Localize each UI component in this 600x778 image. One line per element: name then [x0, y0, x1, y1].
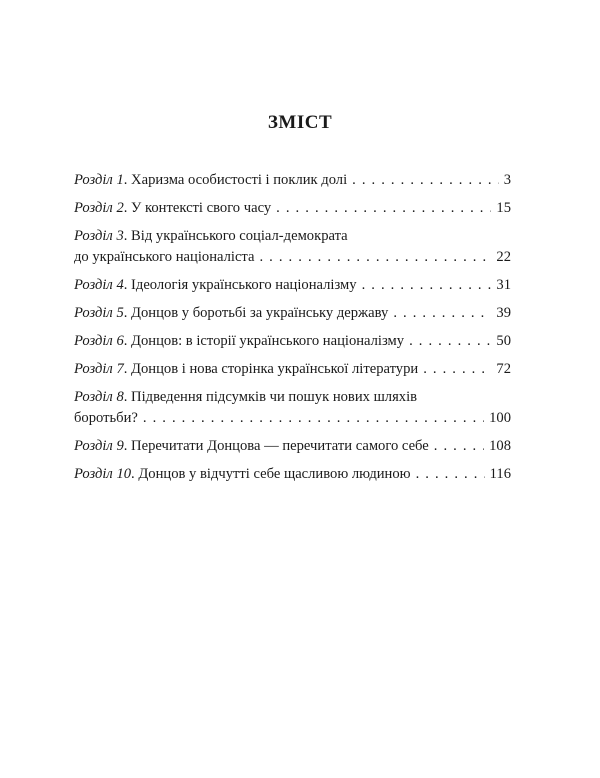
chapter-title: У контексті свого часу [131, 200, 272, 216]
page-number: 22 [496, 249, 511, 265]
label-period: . [123, 389, 132, 405]
chapter-label: Розділ 4 [74, 277, 124, 293]
label-period: . [123, 305, 132, 321]
chapter-title: Ідеологія українського націоналізму [131, 277, 357, 293]
toc-line [74, 436, 511, 457]
label-period: . [131, 466, 139, 482]
toc-line [74, 247, 511, 268]
chapter-label: Розділ 5 [74, 305, 124, 321]
toc-line [74, 464, 511, 485]
toc-entry-3[interactable] [74, 226, 511, 268]
toc-line [74, 226, 511, 247]
chapter-label: Розділ 7 [74, 361, 124, 377]
label-period: . [123, 172, 132, 188]
chapter-label: Розділ 6 [74, 333, 124, 349]
toc-entry-7[interactable] [74, 359, 511, 380]
chapter-title: Донцов у боротьбі за українську державу [131, 305, 389, 321]
page-number: 50 [496, 333, 511, 349]
label-period: . [123, 333, 132, 349]
toc-entry-8[interactable] [74, 387, 511, 429]
dot-leader [434, 436, 484, 457]
toc-line [74, 408, 511, 429]
dot-leader [143, 408, 484, 429]
label-period: . [123, 277, 132, 293]
chapter-label: Розділ 8 [74, 389, 124, 405]
chapter-title-continuation: боротьби? [74, 410, 138, 426]
chapter-title: Підведення підсумків чи пошук нових шляхів [131, 389, 418, 405]
toc-line [74, 275, 511, 296]
label-period: . [123, 200, 132, 216]
dot-leader [352, 170, 499, 191]
toc-entry-6[interactable] [74, 331, 511, 352]
dot-leader [362, 275, 492, 296]
dot-leader [259, 247, 491, 268]
chapter-label: Розділ 3 [74, 228, 124, 244]
page-number: 15 [496, 200, 511, 216]
chapter-title: Донцов у відчутті себе щасливою людиною [138, 466, 411, 482]
label-period: . [123, 228, 132, 244]
page-title: ЗМІСТ [267, 112, 333, 133]
chapter-title: Донцов: в історії українського націоналізму [131, 333, 405, 349]
page-number: 39 [496, 305, 511, 321]
dot-leader [276, 198, 491, 219]
page-number: 116 [489, 466, 511, 482]
toc-line [74, 331, 511, 352]
chapter-label: Розділ 9 [74, 438, 124, 454]
toc-entry-1[interactable] [74, 170, 511, 191]
chapter-title: Перечитати Донцова — перечитати самого себе [131, 438, 429, 454]
label-period: . [123, 361, 132, 377]
chapter-label: Розділ 2 [74, 200, 124, 216]
toc-line [74, 198, 511, 219]
dot-leader [416, 464, 485, 485]
toc-entry-4[interactable] [74, 275, 511, 296]
chapter-label: Розділ 1 [74, 172, 124, 188]
toc-line [74, 387, 511, 408]
page-number: 72 [496, 361, 511, 377]
toc-line [74, 359, 511, 380]
dot-leader [393, 303, 491, 324]
page-number: 100 [489, 410, 511, 426]
chapter-label: Розділ 10 [74, 466, 132, 482]
table-of-contents [74, 170, 511, 485]
dot-leader [409, 331, 491, 352]
toc-entry-9[interactable] [74, 436, 511, 457]
chapter-title: Харизма особистості і поклик долі [131, 172, 348, 188]
toc-line [74, 170, 511, 191]
label-period: . [123, 438, 132, 454]
toc-entry-10[interactable] [74, 464, 511, 485]
page-number: 31 [496, 277, 511, 293]
page-number: 3 [503, 172, 511, 188]
dot-leader [423, 359, 491, 380]
chapter-title: Донцов і нова сторінка української літератури [131, 361, 419, 377]
chapter-title: Від українського соціал-демократа [131, 228, 348, 244]
chapter-title-continuation: до українського націоналіста [74, 249, 255, 265]
toc-line [74, 303, 511, 324]
toc-entry-2[interactable] [74, 198, 511, 219]
page-number: 108 [489, 438, 511, 454]
toc-entry-5[interactable] [74, 303, 511, 324]
